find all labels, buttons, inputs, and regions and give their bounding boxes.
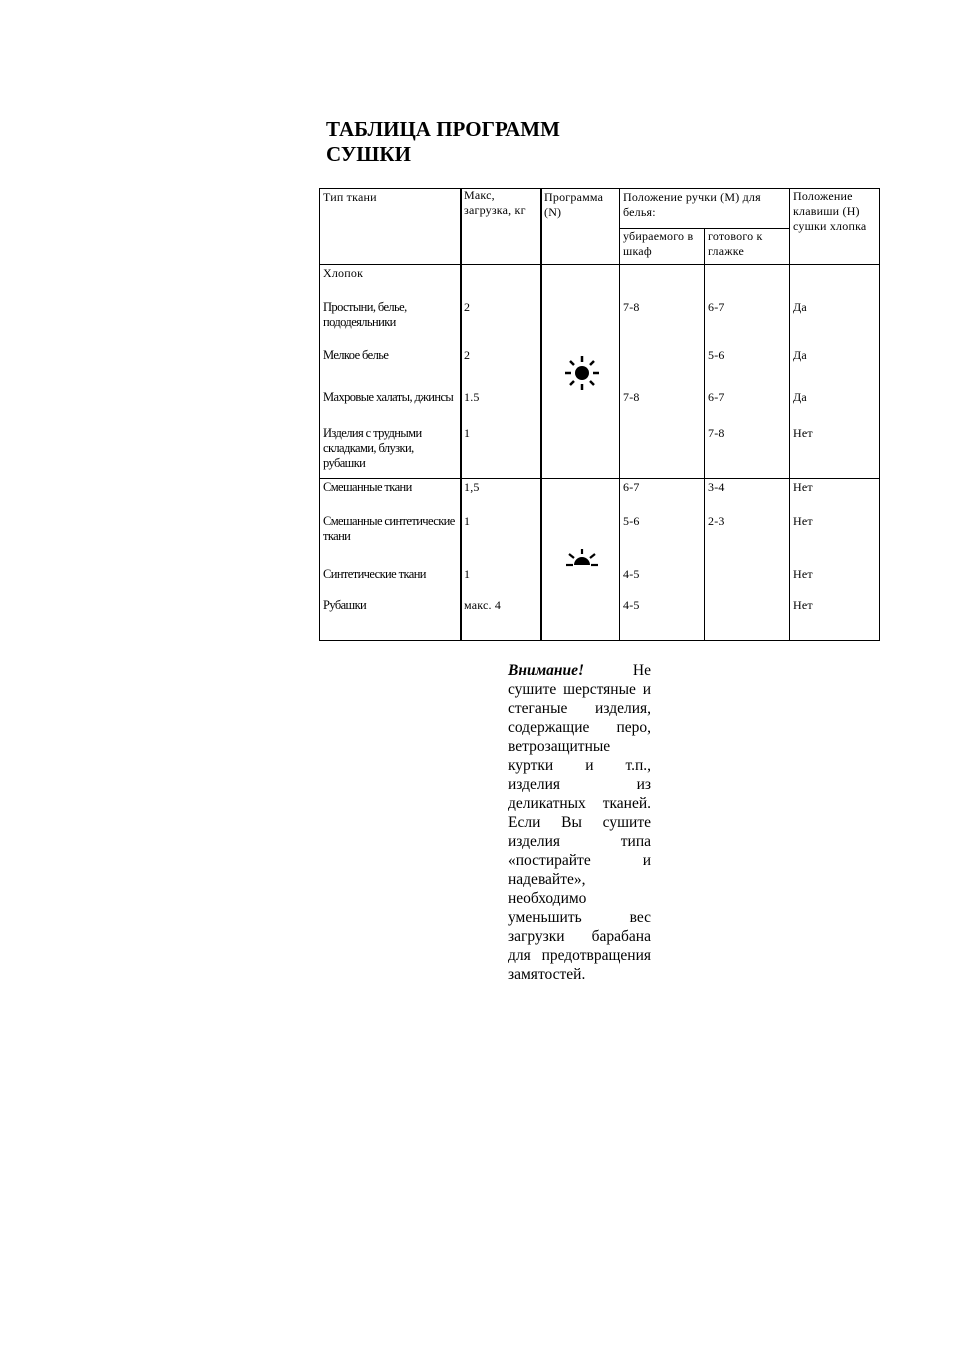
warning-line: Если Вы сушите xyxy=(508,814,651,831)
cell-iron: 7-8 xyxy=(708,426,725,440)
cell-load: макс. 4 xyxy=(464,598,502,612)
warning-line: надевайте», xyxy=(508,871,586,888)
warning-text: Не xyxy=(632,662,651,679)
page-title-line1: ТАБЛИЦА ПРОГРАММ xyxy=(326,117,560,141)
cell-iron: 2-3 xyxy=(708,514,725,528)
cell-load: 1.5 xyxy=(464,390,480,404)
cell-cupboard: 4-5 xyxy=(623,567,640,581)
drying-programs-table xyxy=(319,188,880,641)
cell-cupboard: 5-6 xyxy=(623,514,640,528)
cell-fabric: Махровые халаты, джинсы xyxy=(323,390,454,404)
warning-line: сушите шерстяные и xyxy=(508,681,651,698)
cell-fabric: Смешанные синтетические ткани xyxy=(323,514,455,543)
warning-line: деликатных тканей. xyxy=(508,795,651,812)
cell-fabric: Смешанные ткани xyxy=(323,480,412,494)
warning-line: изделия из xyxy=(508,776,651,793)
page-title-line2: СУШКИ xyxy=(326,142,411,166)
warning-line: ветрозащитные xyxy=(508,738,611,755)
cell-load: 2 xyxy=(464,348,471,362)
warning-line: изделия типа xyxy=(508,833,651,850)
cell-iron: 6-7 xyxy=(708,390,725,404)
cell-key: Нет xyxy=(793,480,813,494)
cell-cupboard: 6-7 xyxy=(623,480,640,494)
cell-key: Да xyxy=(793,348,807,362)
warning-line: необходимо xyxy=(508,890,587,907)
warning-line: «постирайте и xyxy=(508,852,651,869)
warning-line: замятостей. xyxy=(508,966,586,983)
cell-iron: 5-6 xyxy=(708,348,725,362)
warning-label: Внимание! xyxy=(508,662,585,679)
half-sun-icon xyxy=(566,549,598,567)
cell-key: Да xyxy=(793,390,807,404)
cell-load: 1 xyxy=(464,514,471,528)
cell-fabric: Изделия с трудными складками, блузки, рубашки xyxy=(323,426,422,470)
cell-key: Нет xyxy=(793,567,813,581)
header-program: Программа (N) xyxy=(544,190,604,219)
header-knob-iron: готового к глажке xyxy=(708,229,763,258)
cell-key: Нет xyxy=(793,426,813,440)
cell-key: Нет xyxy=(793,598,813,612)
cell-load: 1,5 xyxy=(464,480,480,494)
cell-fabric: Мелкое белье xyxy=(323,348,389,362)
cell-load: 1 xyxy=(464,426,471,440)
warning-note xyxy=(508,661,651,984)
warning-line: стеганые изделия, xyxy=(508,700,651,717)
cell-iron: 3-4 xyxy=(708,480,725,494)
cell-cupboard: 7-8 xyxy=(623,300,640,314)
cell-fabric: Рубашки xyxy=(323,598,367,612)
cell-key: Нет xyxy=(793,514,813,528)
header-fabric: Тип ткани xyxy=(323,190,377,204)
cell-load: 2 xyxy=(464,300,471,314)
header-knob: Положение ручки (М) для белья: xyxy=(623,190,761,219)
cell-key: Да xyxy=(793,300,807,314)
warning-line: для предотвращения xyxy=(508,947,651,964)
cell-cupboard: 7-8 xyxy=(623,390,640,404)
cell-cupboard: 4-5 xyxy=(623,598,640,612)
sun-icon xyxy=(564,355,600,391)
cell-fabric: Хлопок xyxy=(323,266,364,280)
header-load: Макс, загрузка, кг xyxy=(464,188,526,217)
warning-line: уменьшить вес xyxy=(508,909,651,926)
header-key: Положение клавиши (Н) сушки хлопка xyxy=(793,189,867,233)
warning-line: загрузки барабана xyxy=(508,928,651,945)
warning-line xyxy=(508,661,651,680)
warning-line: куртки и т.п., xyxy=(508,757,651,774)
warning-line: содержащие перо, xyxy=(508,719,651,736)
cell-fabric: Синтетические ткани xyxy=(323,567,426,581)
cell-iron: 6-7 xyxy=(708,300,725,314)
cell-load: 1 xyxy=(464,567,471,581)
cell-fabric: Простыни, белье, пододеяльники xyxy=(323,300,407,329)
header-knob-cupboard: убираемого в шкаф xyxy=(623,229,694,258)
